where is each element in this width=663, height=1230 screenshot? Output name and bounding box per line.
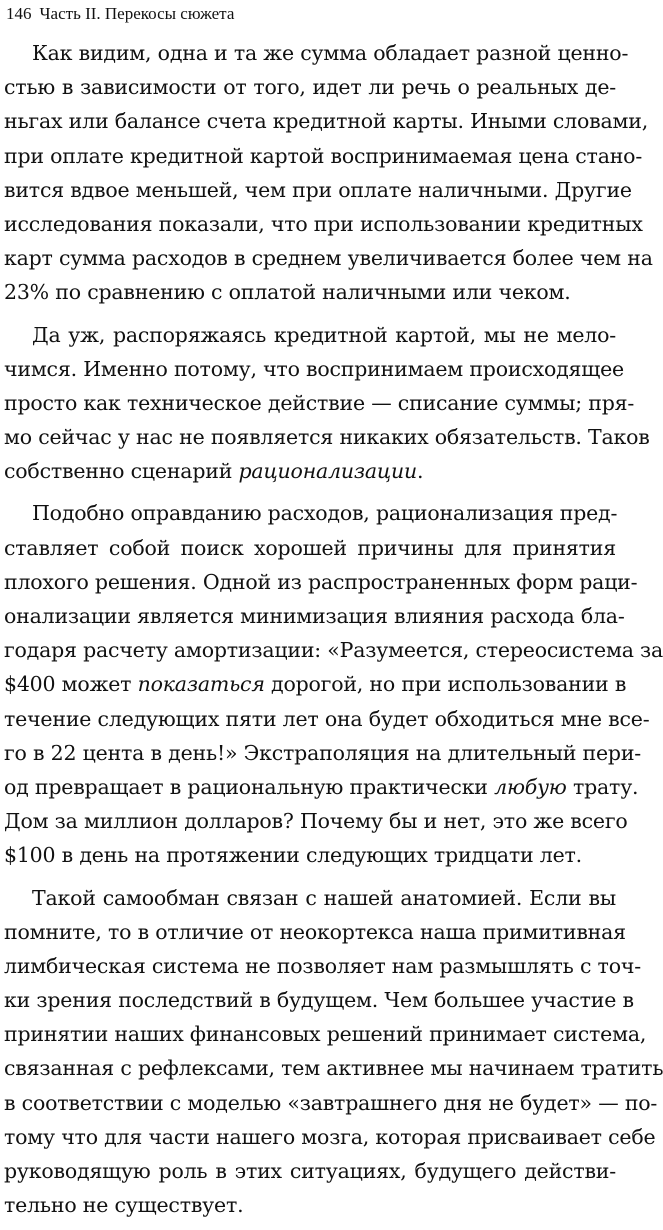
text-line	[4, 633, 663, 667]
text-run: принятии наших финансовых решений принимает система,	[4, 1022, 647, 1047]
text-line	[4, 1086, 658, 1120]
text-line	[4, 420, 650, 454]
text-run: ки зрения последствий в будущем. Чем большее участие в	[4, 988, 634, 1013]
text-run: Подобно оправданию расходов, рационализация пред-	[32, 501, 618, 526]
text-line	[4, 173, 632, 207]
paragraph	[4, 496, 663, 872]
text-run: стью в зависимости от того, идет ли речь о реальных де-	[4, 75, 616, 100]
text-run: связанная с рефлексами, тем активнее мы начинаем тратить	[4, 1056, 663, 1081]
text-run: ньгах или балансе счета кредитной карты. Иными словами,	[4, 109, 649, 134]
text-line	[4, 565, 638, 599]
text-line	[4, 454, 616, 488]
text-run: трату.	[566, 774, 639, 799]
text-line	[4, 386, 635, 420]
paragraph	[4, 318, 650, 489]
text-run: помните, то в отличие от неокортекса наша примитивная	[4, 919, 626, 944]
text-run: Дом за миллион долларов? Почему бы и нет, это же всего	[4, 809, 628, 834]
paragraph	[4, 881, 663, 1223]
text-run: вится вдвое меньшей, чем при оплате наличными. Другие	[4, 177, 632, 202]
text-line	[4, 915, 626, 949]
text-run: тельно не существует.	[4, 1193, 244, 1218]
text-line	[4, 36, 629, 70]
text-run: Как видим, одна и та же сумма обладает разной ценно-	[32, 41, 629, 65]
text-line	[4, 496, 616, 530]
text-run: при оплате кредитной картой воспринимаемая цена стано-	[4, 143, 643, 168]
text-line	[4, 352, 624, 386]
text-run: мо сейчас у нас не появляется никаких обязательств. Таков	[4, 425, 650, 450]
text-run: од превращает в рациональную практически	[4, 774, 495, 799]
text-line	[4, 736, 642, 770]
text-line	[4, 770, 639, 804]
text-run: тому что для части нашего мозга, которая присваивает себе	[4, 1124, 656, 1149]
paragraph	[4, 36, 653, 310]
text-line	[4, 804, 628, 838]
text-run: $400 может	[4, 672, 138, 697]
body-text	[4, 36, 663, 1230]
running-head	[6, 4, 234, 24]
text-run: $100 в день на протяжении следующих тридцати лет.	[4, 843, 582, 868]
text-run: течение следующих пяти лет она будет обходиться мне все-	[4, 706, 650, 731]
text-line	[4, 881, 616, 915]
text-line	[4, 1120, 656, 1154]
text-run: исследования показали, что при использовании кредитных	[4, 211, 643, 236]
text-line	[4, 702, 650, 736]
text-run: годаря расчету амортизации: «Разумеется, стереосистема за	[4, 638, 663, 663]
text-line	[4, 531, 616, 565]
text-line	[4, 70, 616, 104]
text-line	[4, 1051, 663, 1085]
text-line	[4, 1188, 616, 1222]
text-run: карт сумма расходов в среднем увеличивается более чем на	[4, 246, 653, 271]
text-line	[4, 241, 653, 275]
text-run: лимбическая система не позволяет нам размышлять с точ-	[4, 953, 641, 978]
text-line	[4, 318, 616, 352]
text-run: .	[417, 459, 424, 484]
text-run: собственно сценарий	[4, 459, 239, 484]
text-line	[4, 275, 616, 309]
text-run: дорогой, но при использовании в	[264, 672, 627, 697]
text-run: онализации является минимизация влияния расхода бла-	[4, 604, 625, 628]
emphasis: любую	[494, 774, 567, 799]
emphasis: показаться	[137, 672, 265, 697]
text-run: в соответствии с моделью «завтрашнего дня не будет» — по-	[4, 1090, 658, 1115]
text-line	[4, 1017, 647, 1051]
text-line	[4, 949, 641, 983]
text-run: Да уж, распоряжаясь кредитной картой, мы не мело-	[32, 322, 616, 347]
text-run: 23% по сравнению с оплатой наличными или чеком.	[4, 280, 571, 305]
text-run: руководящую роль в этих ситуациях, будущего действи-	[4, 1159, 616, 1183]
text-line	[4, 1154, 616, 1188]
text-line	[4, 207, 643, 241]
text-run: ставляет собой поиск хорошей причины для принятия	[4, 535, 616, 560]
text-line	[4, 104, 649, 138]
page-number: 146	[6, 4, 32, 23]
text-line	[4, 983, 634, 1017]
text-run: просто как техническое действие — списание суммы; пря-	[4, 390, 635, 415]
chapter-title: Часть II. Перекосы сюжета	[39, 4, 235, 23]
text-line	[4, 139, 643, 173]
text-run: го в 22 цента в день!» Экстраполяция на длительный пери-	[4, 740, 642, 765]
text-line	[4, 599, 625, 633]
text-run: плохого решения. Одной из распространенных форм раци-	[4, 569, 638, 594]
text-line	[4, 667, 627, 701]
text-run: Такой самообман связан с нашей анатомией. Если вы	[32, 885, 616, 910]
text-run: чимся. Именно потому, что воспринимаем происходящее	[4, 356, 624, 381]
text-line	[4, 838, 616, 872]
emphasis: рационализации	[238, 459, 417, 484]
